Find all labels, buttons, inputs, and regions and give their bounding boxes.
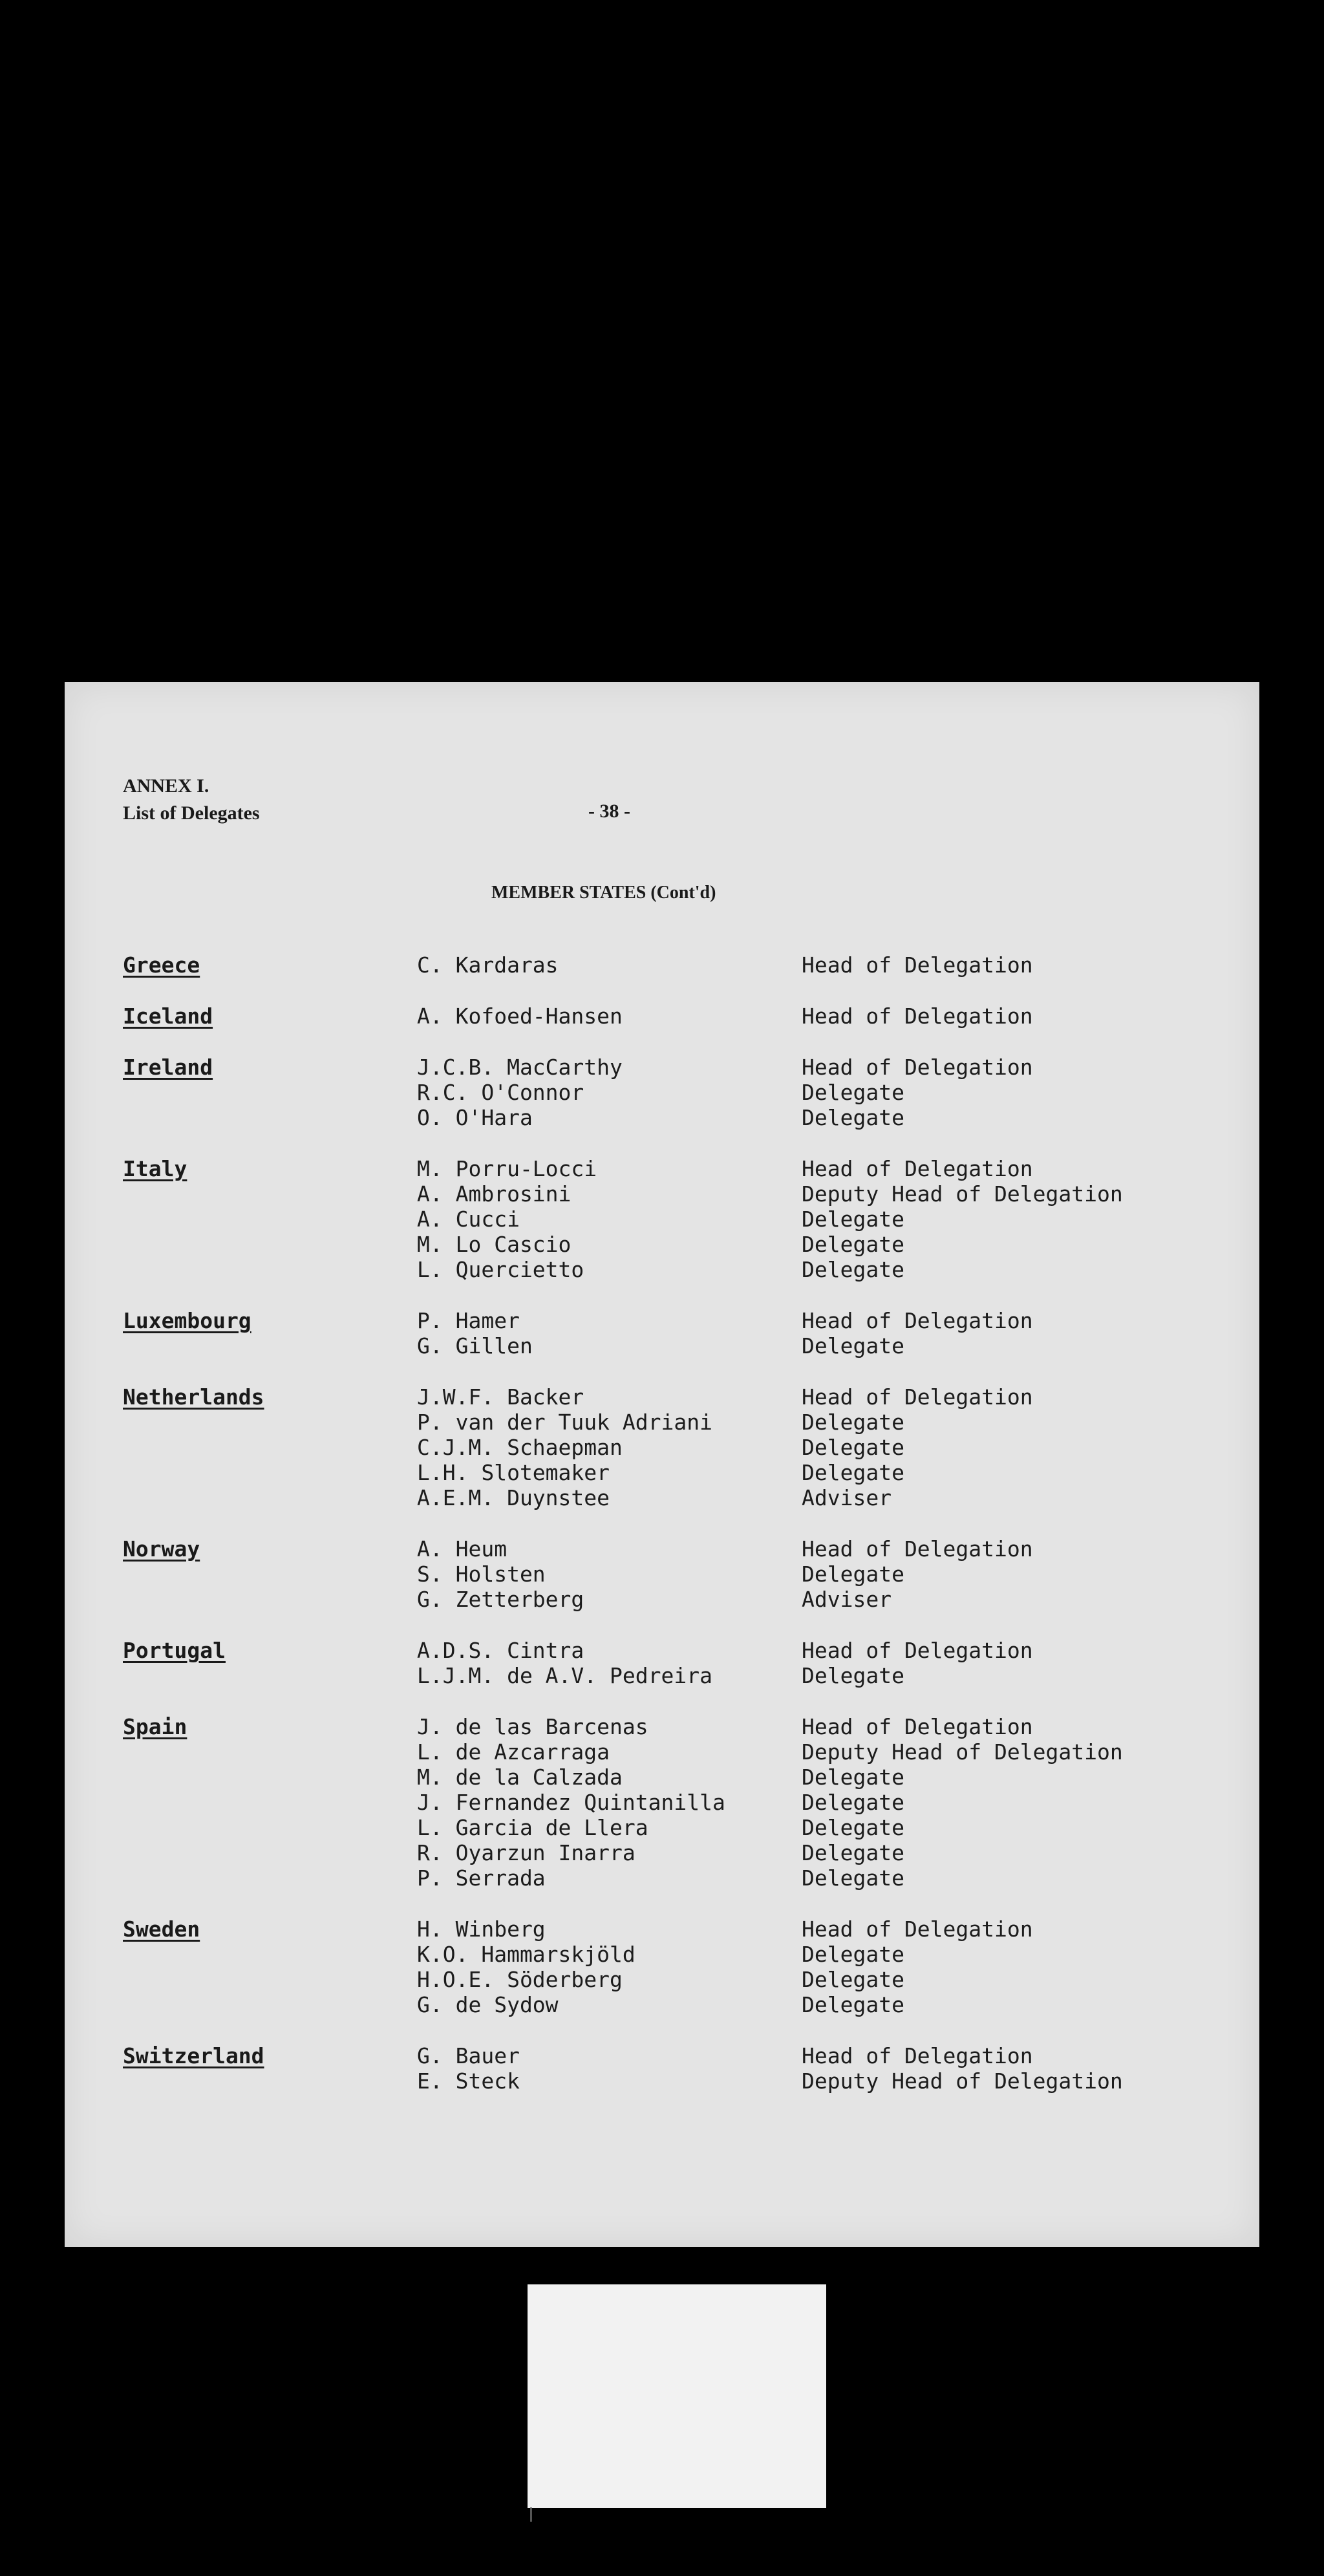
delegate-names <box>417 1916 802 2017</box>
delegate-role: Deputy Head of Delegation <box>802 1181 1123 1207</box>
delegate-name: L.J.M. de A.V. Pedreira <box>417 1663 712 1688</box>
delegate-list <box>123 952 1235 2120</box>
delegate-names <box>417 1308 802 1358</box>
delegate-role: Head of Delegation <box>802 1156 1033 1181</box>
delegate-names <box>417 1536 802 1612</box>
delegate-name: G. de Sydow <box>417 1992 559 2017</box>
delegate-name: M. Porru-Locci <box>417 1156 597 1181</box>
delegate-name: P. Serrada <box>417 1865 546 1891</box>
delegate-role: Delegate <box>802 1663 904 1688</box>
delegate-name: H.O.E. Söderberg <box>417 1967 623 1992</box>
delegate-role: Delegate <box>802 1105 904 1130</box>
delegate-roles <box>802 952 1235 978</box>
delegate-name: J.W.F. Backer <box>417 1384 584 1410</box>
delegate-role: Head of Delegation <box>802 1638 1033 1663</box>
delegate-name: L. Garcia de Llera <box>417 1815 648 1840</box>
delegate-role: Delegate <box>802 1562 904 1587</box>
delegate-name: G. Zetterberg <box>417 1587 584 1612</box>
delegate-roles <box>802 1156 1235 1282</box>
delegate-role: Head of Delegation <box>802 1384 1033 1410</box>
delegate-name: L. Quercietto <box>417 1257 584 1282</box>
film-mark <box>530 2507 532 2522</box>
delegate-role: Delegate <box>802 1765 904 1790</box>
country-name: Norway <box>123 1536 200 1562</box>
delegate-role: Delegate <box>802 1865 904 1891</box>
delegate-role: Delegate <box>802 1080 904 1105</box>
delegate-name: K.O. Hammarskjöld <box>417 1942 635 1967</box>
delegate-name: R. Oyarzun Inarra <box>417 1840 635 1865</box>
delegate-name: R.C. O'Connor <box>417 1080 584 1105</box>
delegate-name: O. O'Hara <box>417 1105 533 1130</box>
delegate-names <box>417 1156 802 1282</box>
delegate-name: M. Lo Cascio <box>417 1232 571 1257</box>
delegate-role: Delegate <box>802 1435 904 1460</box>
country-group <box>123 1638 1235 1688</box>
delegate-roles <box>802 1308 1235 1358</box>
delegate-roles <box>802 1638 1235 1688</box>
country-name: Spain <box>123 1714 187 1739</box>
delegate-role: Delegate <box>802 1410 904 1435</box>
delegate-role: Head of Delegation <box>802 1916 1033 1942</box>
delegate-roles <box>802 1916 1235 2017</box>
delegate-role: Delegate <box>802 1967 904 1992</box>
delegate-name: A.E.M. Duynstee <box>417 1485 610 1510</box>
delegate-role: Head of Delegation <box>802 1308 1033 1333</box>
delegate-name: M. de la Calzada <box>417 1765 623 1790</box>
delegate-name: P. van der Tuuk Adriani <box>417 1410 712 1435</box>
delegate-role: Adviser <box>802 1485 892 1510</box>
country-group <box>123 1308 1235 1358</box>
delegate-name: C. Kardaras <box>417 952 559 978</box>
delegate-name: A. Cucci <box>417 1207 520 1232</box>
delegate-name: A. Heum <box>417 1536 507 1562</box>
country-name: Portugal <box>123 1638 226 1663</box>
delegate-names <box>417 1055 802 1130</box>
country-name: Greece <box>123 952 200 978</box>
delegate-names <box>417 1638 802 1688</box>
delegate-roles <box>802 1004 1235 1029</box>
delegate-name: J. de las Barcenas <box>417 1714 648 1739</box>
delegate-role: Deputy Head of Delegation <box>802 2068 1123 2094</box>
delegate-roles <box>802 1536 1235 1612</box>
delegate-names <box>417 2043 802 2094</box>
delegate-name: L.H. Slotemaker <box>417 1460 610 1485</box>
delegate-role: Delegate <box>802 1232 904 1257</box>
delegate-role: Head of Delegation <box>802 2043 1033 2068</box>
list-title: List of Delegates <box>123 802 260 824</box>
country-group <box>123 1916 1235 2017</box>
section-title: MEMBER STATES (Cont'd) <box>491 883 716 903</box>
delegate-role: Head of Delegation <box>802 1714 1033 1739</box>
annex-label: ANNEX I. <box>123 775 209 797</box>
page-header <box>123 773 260 827</box>
delegate-role: Delegate <box>802 1992 904 2017</box>
delegate-roles <box>802 2043 1235 2094</box>
delegate-name: P. Hamer <box>417 1308 520 1333</box>
delegate-role: Head of Delegation <box>802 1055 1033 1080</box>
country-group <box>123 1714 1235 1891</box>
delegate-role: Adviser <box>802 1587 892 1612</box>
country-group <box>123 1055 1235 1130</box>
country-name: Ireland <box>123 1055 213 1080</box>
country-name: Netherlands <box>123 1384 264 1410</box>
delegate-role: Delegate <box>802 1207 904 1232</box>
country-group <box>123 952 1235 978</box>
delegate-name: G. Bauer <box>417 2043 520 2068</box>
delegate-role: Delegate <box>802 1333 904 1358</box>
country-group <box>123 1536 1235 1612</box>
delegate-names <box>417 1714 802 1891</box>
delegate-role: Head of Delegation <box>802 952 1033 978</box>
country-group <box>123 2043 1235 2094</box>
delegate-name: A.D.S. Cintra <box>417 1638 584 1663</box>
delegate-names <box>417 1384 802 1510</box>
delegate-name: E. Steck <box>417 2068 520 2094</box>
delegate-role: Head of Delegation <box>802 1004 1033 1029</box>
delegate-role: Delegate <box>802 1840 904 1865</box>
delegate-role: Head of Delegation <box>802 1536 1033 1562</box>
country-group <box>123 1156 1235 1282</box>
delegate-role: Delegate <box>802 1815 904 1840</box>
country-name: Switzerland <box>123 2043 264 2068</box>
delegate-role: Delegate <box>802 1790 904 1815</box>
country-group <box>123 1004 1235 1029</box>
delegate-roles <box>802 1384 1235 1510</box>
delegate-name: A. Kofoed-Hansen <box>417 1004 623 1029</box>
delegate-name: A. Ambrosini <box>417 1181 571 1207</box>
page-number: - 38 - <box>588 800 630 822</box>
country-name: Iceland <box>123 1004 213 1029</box>
country-name: Italy <box>123 1156 187 1181</box>
delegate-name: S. Holsten <box>417 1562 546 1587</box>
delegate-names <box>417 952 802 978</box>
document-page <box>65 682 1259 2247</box>
country-group <box>123 1384 1235 1510</box>
country-name: Luxembourg <box>123 1308 251 1333</box>
delegate-name: C.J.M. Schaepman <box>417 1435 623 1460</box>
delegate-name: G. Gillen <box>417 1333 533 1358</box>
delegate-name: H. Winberg <box>417 1916 546 1942</box>
delegate-role: Deputy Head of Delegation <box>802 1739 1123 1765</box>
delegate-name: J.C.B. MacCarthy <box>417 1055 623 1080</box>
country-name: Sweden <box>123 1916 200 1942</box>
delegate-role: Delegate <box>802 1460 904 1485</box>
delegate-name: L. de Azcarraga <box>417 1739 610 1765</box>
delegate-roles <box>802 1055 1235 1130</box>
delegate-role: Delegate <box>802 1257 904 1282</box>
blank-card <box>528 2284 826 2508</box>
delegate-roles <box>802 1714 1235 1891</box>
delegate-role: Delegate <box>802 1942 904 1967</box>
delegate-names <box>417 1004 802 1029</box>
delegate-name: J. Fernandez Quintanilla <box>417 1790 725 1815</box>
